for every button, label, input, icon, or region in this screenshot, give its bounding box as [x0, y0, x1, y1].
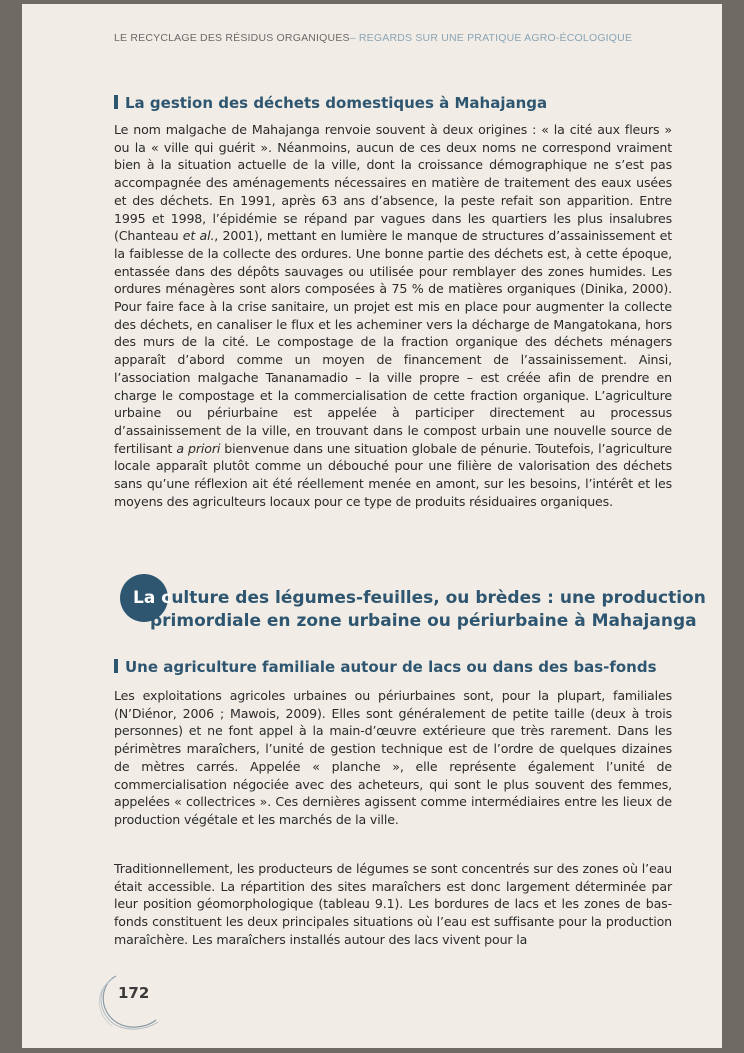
- section-title-line2: primordiale en zone urbaine ou périurbaine à Mahajanga: [150, 611, 697, 631]
- section-title-lead: La c: [133, 588, 172, 608]
- section-title: [120, 560, 706, 640]
- heading-waste-management: La gestion des déchets domestiques à Mahajanga: [114, 94, 674, 112]
- page-number-area: [94, 970, 164, 1030]
- book-page: [22, 4, 722, 1048]
- heading-family-agriculture: Une agriculture familiale autour de lacs ou dans des bas-fonds: [114, 658, 674, 676]
- paragraph-family-agriculture: Les exploitations agricoles urbaines ou périurbaines sont, pour la plupart, familiales (N’Diénor, 2006 ; Mawois, 2009). Elles sont généralement de petite taille (deux à trois personnes) et ne font appel à la main-d’œuvre extérieure que très rarement. Dans les périmètres maraîchers, l’unité de gestion technique est de l’ordre de quelques dizaines de mètres carrés. Appelée « planche », elle représente également l’unité de commercialisation négociée avec des acheteurs, qui sont le plus souvent des femmes, appelées « collectrices ». Ces dernières agissent comme intermédiaires entre les lieux de production végétale et les marchés de la ville.: [114, 688, 672, 827]
- running-header-right: – REGARDS SUR UNE PRATIQUE AGRO-ÉCOLOGIQUE: [349, 32, 633, 44]
- page-number: 172: [118, 984, 150, 1002]
- running-header: [114, 32, 694, 44]
- heading-bar-icon: [114, 95, 118, 109]
- paragraph-traditional-producers: Traditionnellement, les producteurs de légumes se sont concentrés sur des zones où l’eau était accessible. La répartition des sites maraîchers est donc largement déterminée par leur position géomorphologique (tableau 9.1). Les bordures de lacs et les zones de bas-fonds constituent les deux principales situations où l’eau est suffisante pour la production maraîchère. Les maraîchers installés autour des lacs vivent pour la: [114, 861, 672, 947]
- heading-bar-icon: [114, 659, 118, 673]
- section-title-rest: ulture des légumes-feuilles, ou brèdes : une production: [171, 588, 706, 608]
- paragraph-waste-management: Le nom malgache de Mahajanga renvoie souvent à deux origines : « la cité aux fleurs » ou la « ville qui guérit ». Néanmoins, aucun de ces deux noms ne correspond vraiment bien à la situation actuelle de la ville, dont la croissance démographique ne s’est pas accompagnée des aménagements nécessaires en matière de traitement des eaux usées et des déchets. En 1991, après 63 ans d’absence, la peste refait son apparition. Entre 1995 et 1998, l’épidémie se répand par vagues dans les quartiers les plus insalubres (Chanteau et al., 2001), mettant en lumière le manque de structures d’assainissement et la faiblesse de la collecte des ordures. Une bonne partie des déchets est, à cette époque, entassée dans des dépôts sauvages ou utilisée pour remblayer des zones humides. Les ordures ménagères sont alors composées à 75 % de matières organiques (Dinika, 2000). Pour faire face à la crise sanitaire, un projet est mis en place pour augmenter la collecte des déchets, en canaliser le flux et les acheminer vers la décharge de Mangatokana, hors des murs de la cité. Le compostage de la fraction organique des déchets ménagers apparaît d’abord comme un moyen de financement de l’assainissement. Ainsi, l’association malgache Tananamadio – la ville propre – est créée afin de prendre en charge le compostage et la commercialisation de cette fraction organique. L’agriculture urbaine ou périurbaine est appelée à participer directement au processus d’assainissement de la ville, en trouvant dans le compost urbain une nouvelle source de fertilisant a priori bienvenue dans une situation globale de pénurie. Toutefois, l’agriculture locale apparaît plutôt comme un débouché pour une filière de valorisation des déchets sans qu’une réflexion ait été réellement menée en amont, sur les besoins, l’intérêt et les moyens des agriculteurs locaux pour ce type de produits résiduaires organiques.: [114, 122, 673, 509]
- running-header-left: LE RECYCLAGE DES RÉSIDUS ORGANIQUES: [114, 32, 350, 44]
